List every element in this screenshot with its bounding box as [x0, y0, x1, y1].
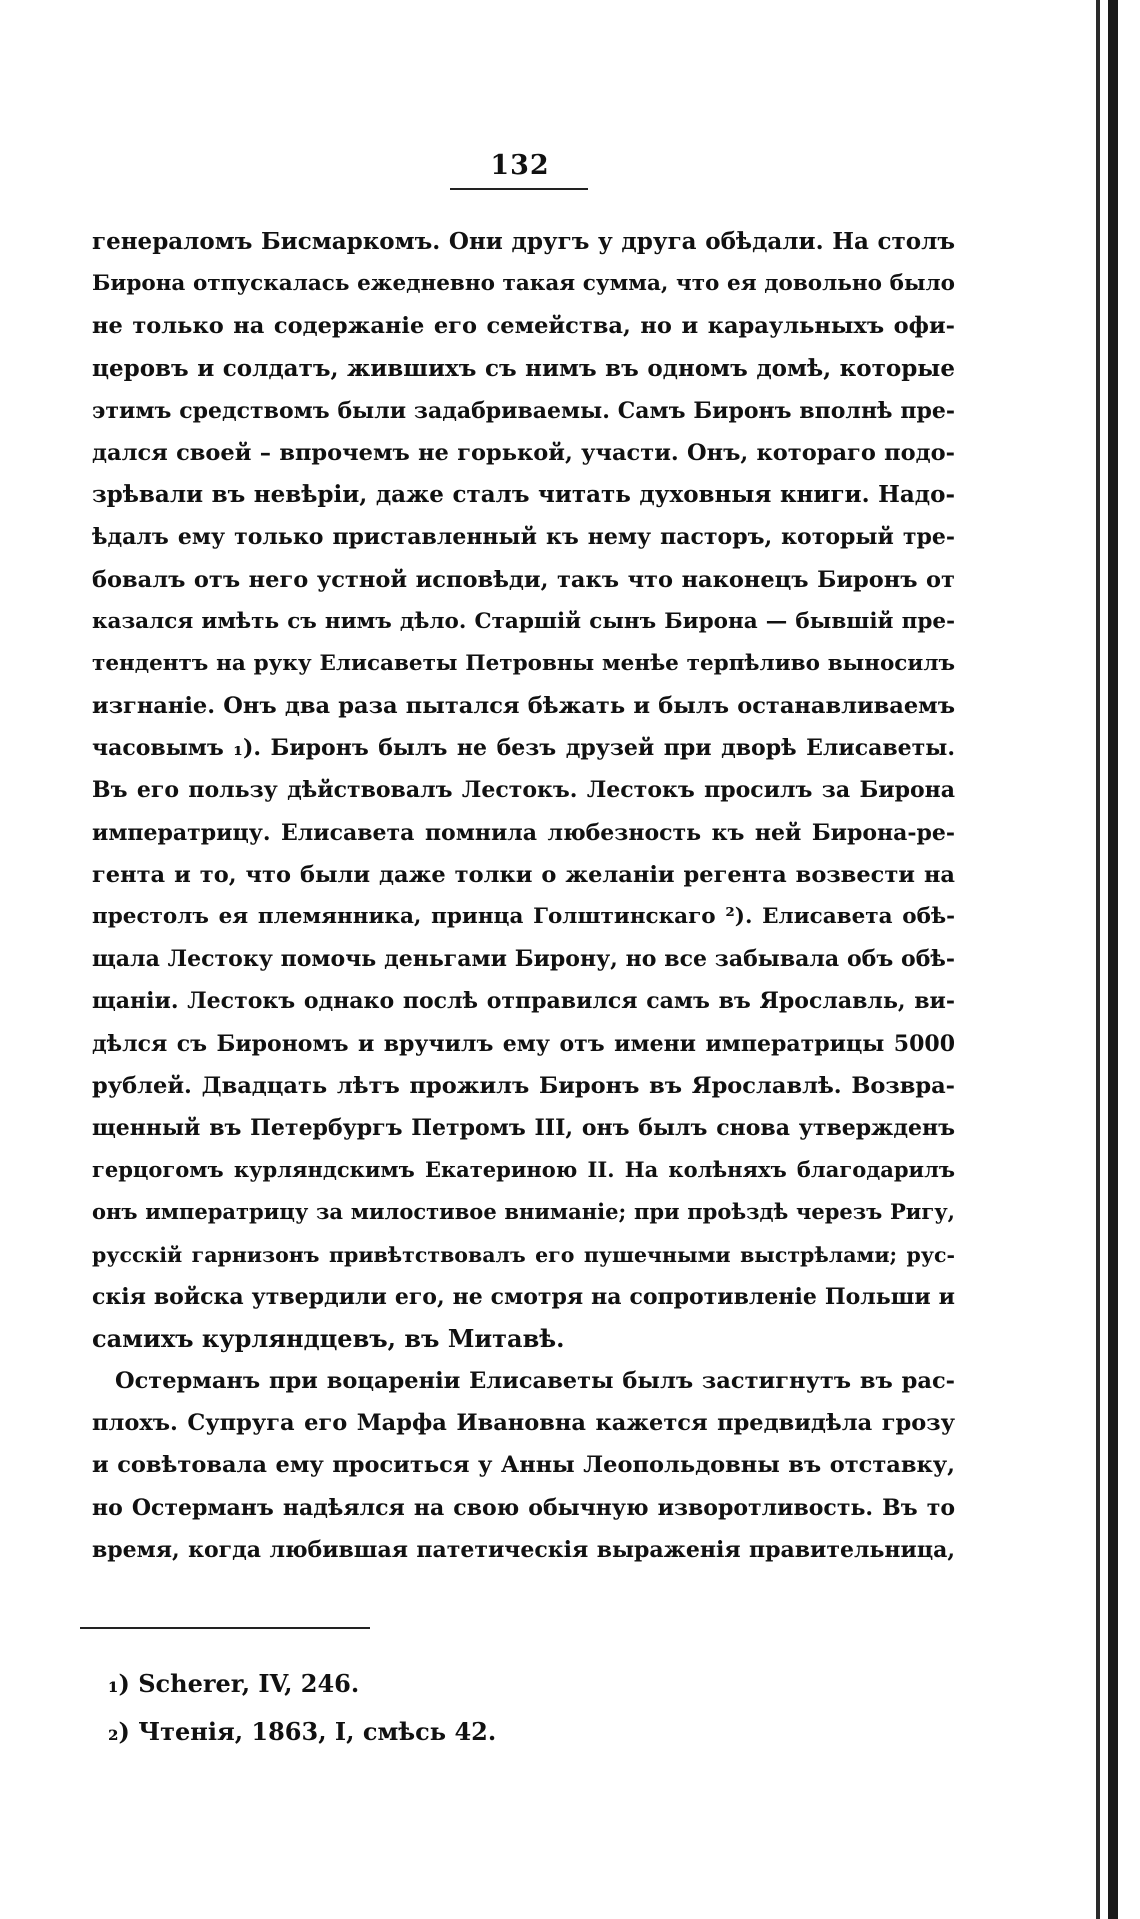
text-line: церовъ и солдатъ, жившихъ съ нимъ въ одномъ домѣ, которые — [92, 354, 955, 382]
footnote-2: ₂) Чтенія, 1863, I, смѣсь 42. — [108, 1717, 497, 1746]
text-line: гента и то, что были даже толки о желаніи регента возвести на — [92, 861, 955, 888]
body-text — [92, 221, 955, 1571]
footnote-separator — [80, 1627, 370, 1629]
text-line: зрѣвали въ невѣріи, даже сталъ читать духовныя книги. Надо- — [92, 481, 955, 509]
text-line: генераломъ Бисмаркомъ. Они другъ у друга обѣдали. На столъ — [92, 228, 955, 255]
text-line: рублей. Двадцать лѣтъ прожилъ Биронъ въ Ярославлѣ. Возвра- — [92, 1072, 955, 1099]
footnote-1: ₁) Scherer, IV, 246. — [108, 1669, 360, 1698]
page-edge-shadow — [1108, 0, 1118, 1919]
text-line: дѣлся съ Бирономъ и вручилъ ему отъ имени императрицы 5000 — [92, 1030, 955, 1057]
text-line: Въ его пользу дѣйствовалъ Лестокъ. Лестокъ просилъ за Бирона — [92, 777, 955, 804]
text-line: ѣдалъ ему только приставленный къ нему пасторъ, который тре- — [92, 524, 955, 551]
text-line: и совѣтовала ему проситься у Анны Леопольдовны въ отставку, — [92, 1452, 955, 1479]
page-number-underline — [450, 188, 588, 190]
text-line: тендентъ на руку Елисаветы Петровны менѣе терпѣливо выносилъ — [92, 650, 955, 676]
text-line: престолъ ея племянника, принца Голштинскаго ²). Елисавета обѣ- — [92, 904, 955, 929]
text-line: щала Лестоку помочь деньгами Бирону, но все забывала объ обѣ- — [92, 946, 955, 973]
text-line: онъ императрицу за милостивое вниманіе; при проѣздѣ черезъ Ригу, — [92, 1199, 955, 1225]
text-line: русскій гарнизонъ привѣтствовалъ его пушечными выстрѣлами; рус- — [92, 1242, 955, 1267]
text-line: скія войска утвердили его, не смотря на сопротивленіе Польши и — [92, 1283, 955, 1310]
text-line: щаніи. Лестокъ однако послѣ отправился самъ въ Ярославль, ви- — [92, 988, 955, 1015]
text-line: герцогомъ курляндскимъ Екатериною II. На колѣняхъ благодарилъ — [92, 1157, 955, 1183]
text-line: этимъ средствомъ были задабриваемы. Самъ Биронъ вполнѣ пре- — [92, 397, 955, 424]
text-line: время, когда любившая патетическія выраженія правительница, — [92, 1536, 955, 1563]
footnotes — [108, 1660, 808, 1756]
text-line: щенный въ Петербургъ Петромъ III, онъ былъ снова утвержденъ — [92, 1114, 955, 1141]
text-line: дался своей – впрочемъ не горькой, участи. Онъ, котораго подо- — [92, 439, 955, 466]
text-line: часовымъ ₁). Биронъ былъ не безъ друзей при дворѣ Елисаветы. — [92, 735, 955, 762]
text-line: Остерманъ при воцареніи Елисаветы былъ застигнутъ въ рас- — [115, 1368, 955, 1395]
page-edge-shadow-thin — [1096, 0, 1100, 1919]
text-line: самихъ курляндцевъ, въ Митавѣ. — [92, 1323, 565, 1353]
text-line: императрицу. Елисавета помнила любезность къ ней Бирона-ре- — [92, 819, 955, 846]
text-line: но Остерманъ надѣялся на свою обычную изворотливость. Въ то — [92, 1494, 955, 1521]
text-line: казался имѣть съ нимъ дѣло. Старшій сынъ Бирона — бывшій пре- — [92, 608, 955, 634]
text-line: бовалъ отъ него устной исповѣди, такъ что наконецъ Биронъ от — [92, 566, 955, 593]
text-line: плохъ. Супруга его Марфа Ивановна кажется предвидѣла грозу — [92, 1410, 955, 1437]
text-line: Бирона отпускалась ежедневно такая сумма, что ея довольно было — [92, 271, 955, 297]
text-line: не только на содержаніе его семейства, но и караульныхъ офи- — [92, 313, 955, 340]
text-line: изгнаніе. Онъ два раза пытался бѣжать и былъ останавливаемъ — [92, 693, 955, 720]
page-number: 132 — [490, 150, 550, 181]
